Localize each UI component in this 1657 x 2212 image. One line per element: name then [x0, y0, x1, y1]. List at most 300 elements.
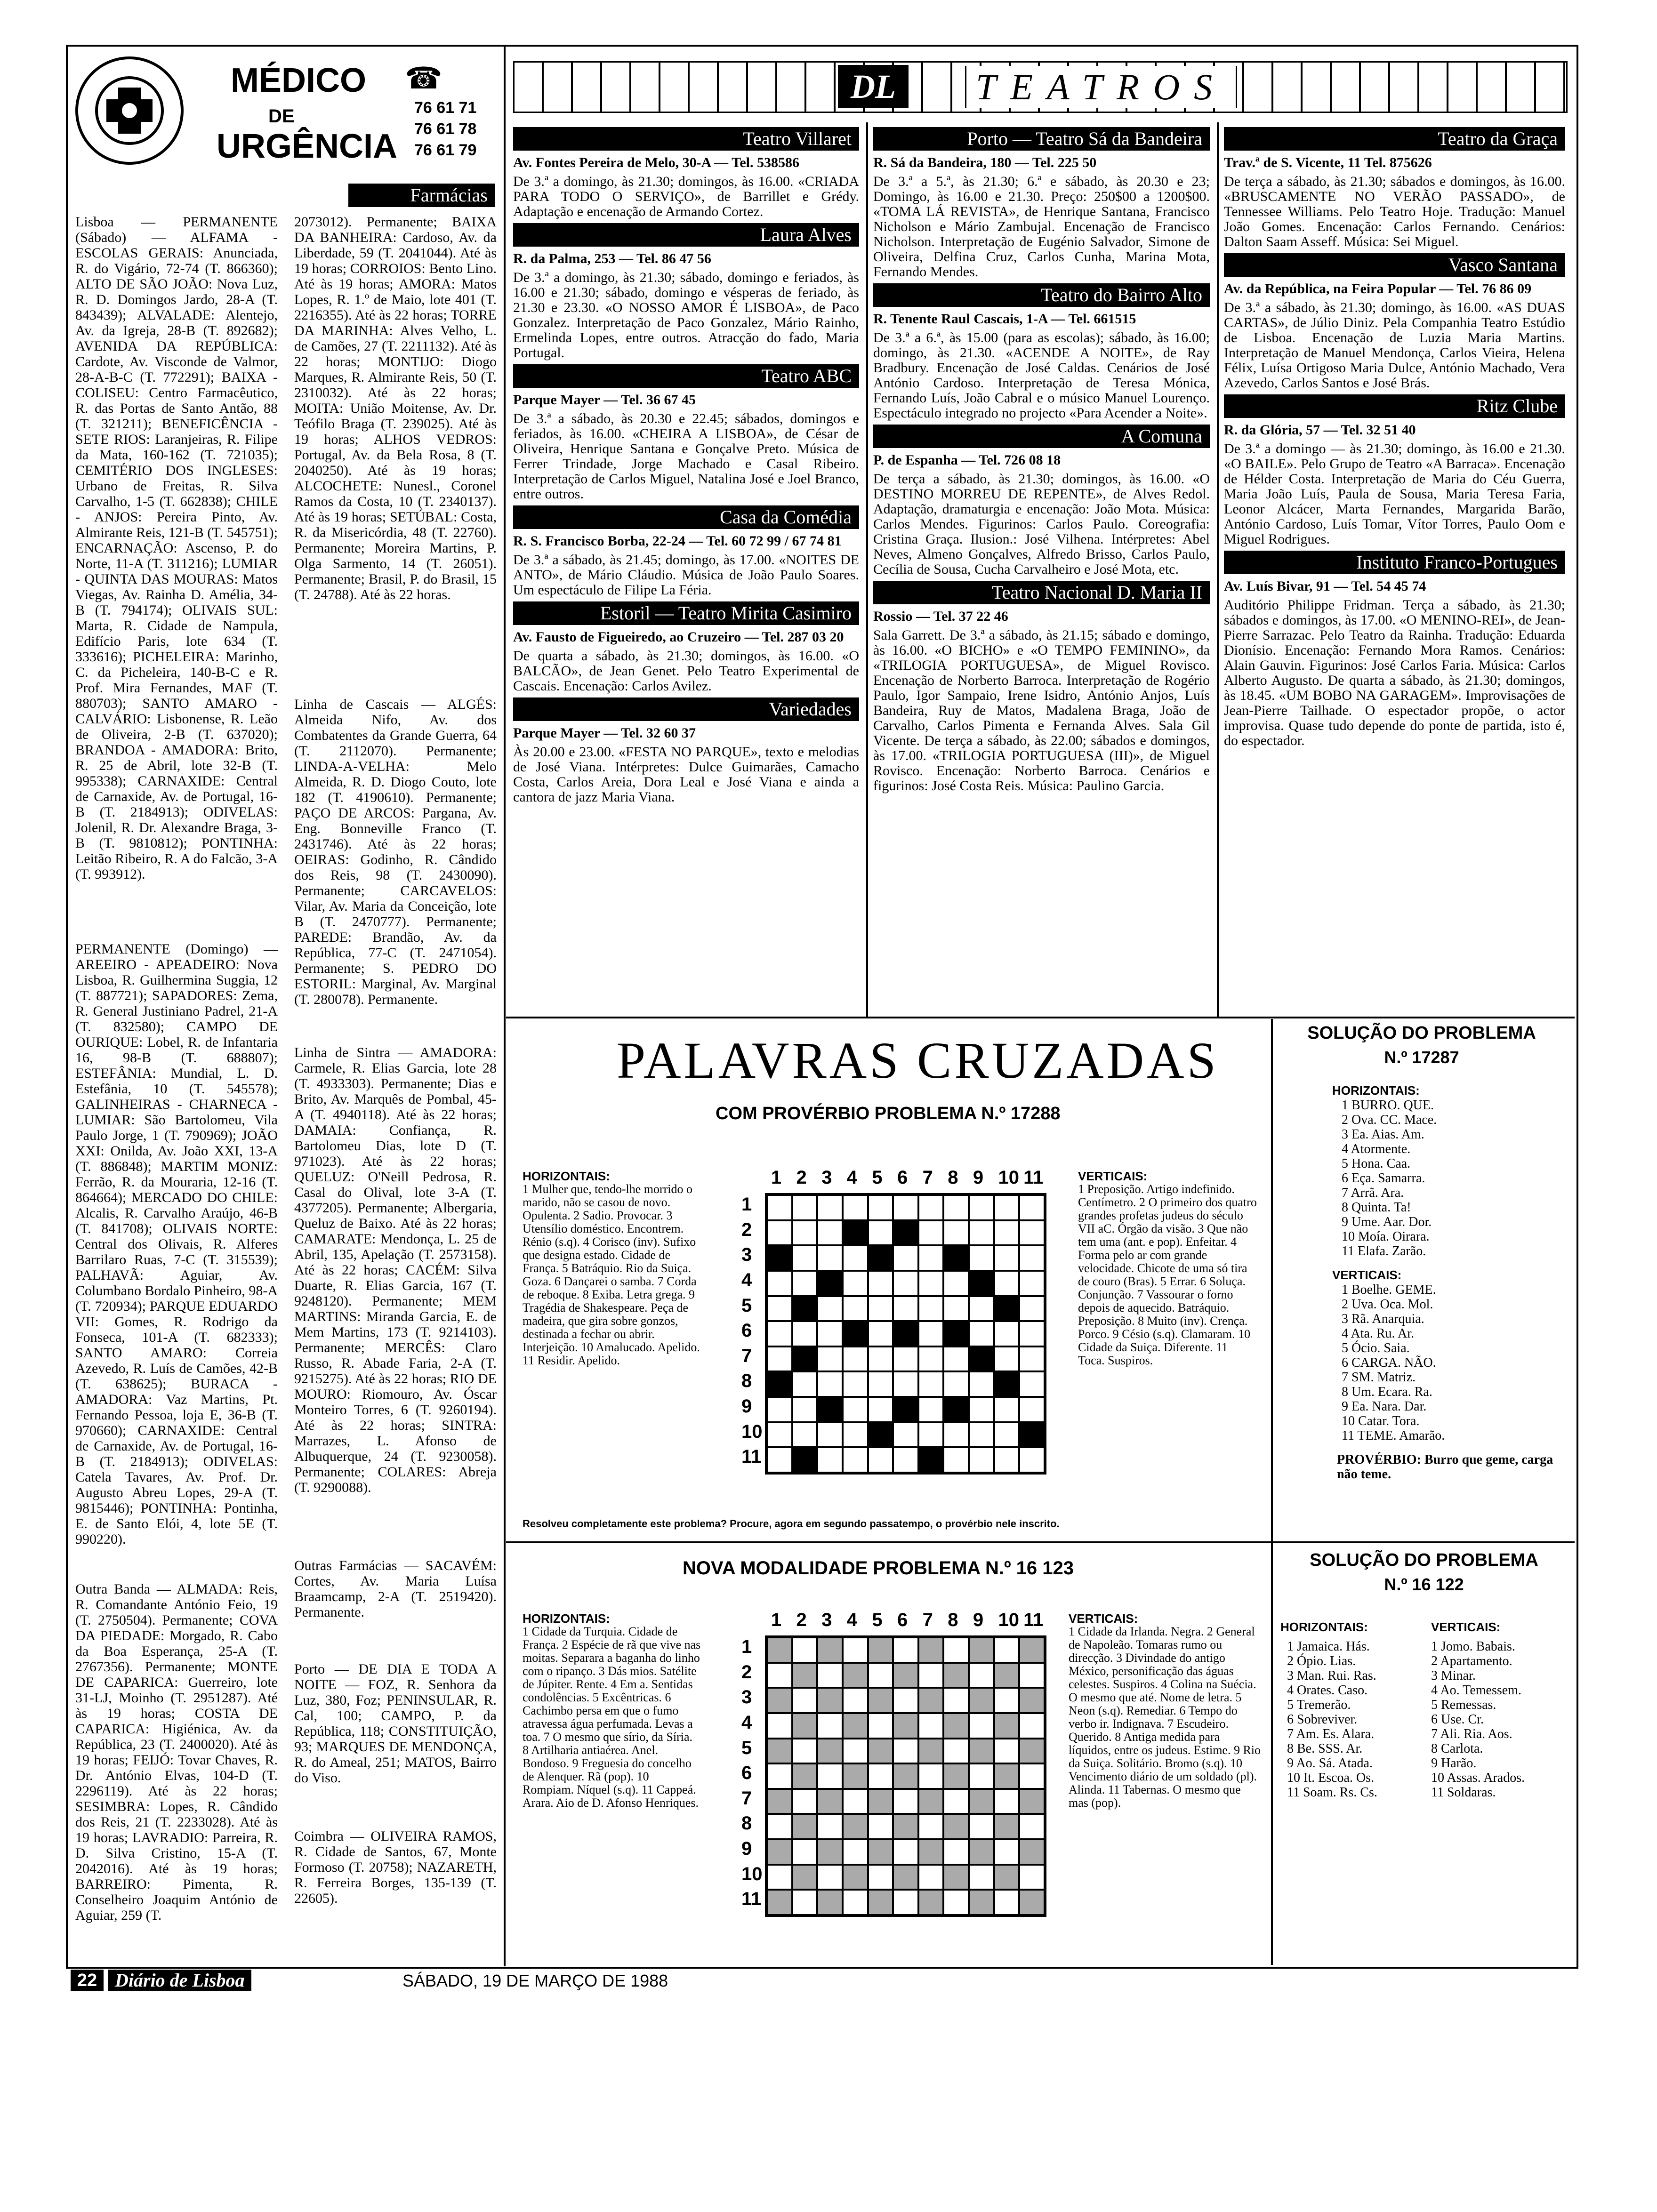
crossword-cell[interactable] — [943, 1637, 969, 1663]
crossword-cell[interactable] — [868, 1220, 893, 1246]
crossword-cell[interactable] — [969, 1739, 994, 1764]
crossword-cell[interactable] — [868, 1296, 893, 1322]
crossword-cell[interactable] — [994, 1447, 1020, 1473]
crossword-cell[interactable] — [943, 1296, 969, 1322]
crossword-cell[interactable] — [893, 1688, 918, 1713]
crossword-cell[interactable] — [893, 1245, 918, 1271]
crossword-cell[interactable] — [893, 1789, 918, 1814]
crossword-cell[interactable] — [792, 1321, 818, 1346]
crossword-cell[interactable] — [843, 1422, 868, 1448]
column-number: 6 — [897, 1167, 908, 1188]
crossword-cell[interactable] — [767, 1865, 792, 1890]
crossword-cell[interactable] — [817, 1321, 843, 1346]
crossword-cell[interactable] — [817, 1890, 843, 1915]
crossword-cell[interactable] — [893, 1346, 918, 1372]
crossword-cell[interactable] — [969, 1814, 994, 1839]
crossword-cell[interactable] — [918, 1296, 944, 1322]
crossword-cell[interactable] — [767, 1763, 792, 1789]
row-number: 11 — [741, 1446, 762, 1467]
crossword-cell[interactable] — [843, 1763, 868, 1789]
crossword-cell[interactable] — [893, 1637, 918, 1663]
crossword-cell[interactable] — [792, 1397, 818, 1422]
crossword-cell[interactable] — [994, 1839, 1020, 1865]
medico-block — [71, 52, 499, 174]
crossword-cell[interactable] — [792, 1346, 818, 1372]
solucao2-title: SOLUÇÃO DO PROBLEMA — [1310, 1550, 1538, 1570]
crossword-cell[interactable] — [943, 1371, 969, 1397]
solution-line: 9 Ume. Aar. Dor. — [1342, 1215, 1432, 1229]
crossword-cell[interactable] — [843, 1397, 868, 1422]
phone-icon: ☎ — [405, 62, 442, 95]
crossword-cell[interactable] — [893, 1663, 918, 1688]
crossword-cell[interactable] — [843, 1890, 868, 1915]
crossword-cell[interactable] — [767, 1789, 792, 1814]
crossword-cell[interactable] — [969, 1296, 994, 1322]
crossword-cell[interactable] — [893, 1371, 918, 1397]
crossword-cell[interactable] — [868, 1865, 893, 1890]
theatre-address: Av. Fontes Pereira de Melo, 30-A — Tel. 538586 — [513, 155, 799, 170]
solution-line: 1 Jomo. Babais. — [1431, 1639, 1515, 1654]
crossword-cell[interactable] — [918, 1637, 944, 1663]
crossword-cell[interactable] — [969, 1321, 994, 1346]
crossword-cell[interactable] — [893, 1814, 918, 1839]
crossword-cell[interactable] — [893, 1195, 918, 1220]
solution-line: 3 Rã. Anarquia. — [1342, 1312, 1424, 1326]
crossword-cell[interactable] — [918, 1688, 944, 1713]
crossword-cell[interactable] — [843, 1195, 868, 1220]
crossword-cell[interactable] — [893, 1763, 918, 1789]
crossword-cell[interactable] — [969, 1346, 994, 1372]
crossword-cell[interactable] — [893, 1713, 918, 1739]
crossword-cell[interactable] — [792, 1839, 818, 1865]
solution-line: 5 Ócio. Saia. — [1342, 1341, 1410, 1355]
crossword-cell[interactable] — [1019, 1422, 1045, 1448]
crossword-cell[interactable] — [994, 1321, 1020, 1346]
crossword-cell[interactable] — [792, 1245, 818, 1271]
solucao1-number: N.º 17287 — [1384, 1048, 1459, 1067]
crossword-cell[interactable] — [868, 1422, 893, 1448]
crossword-cell[interactable] — [843, 1789, 868, 1814]
crossword-cell[interactable] — [943, 1890, 969, 1915]
crossword-cell[interactable] — [767, 1890, 792, 1915]
crossword-cell[interactable] — [843, 1271, 868, 1296]
crossword-cell[interactable] — [817, 1663, 843, 1688]
crossword-cell[interactable] — [792, 1447, 818, 1473]
crossword-cell[interactable] — [868, 1814, 893, 1839]
crossword-cell[interactable] — [943, 1865, 969, 1890]
solution-line: 8 Quinta. Ta! — [1342, 1200, 1411, 1215]
crossword-cell[interactable] — [792, 1865, 818, 1890]
crossword-cell[interactable] — [893, 1422, 918, 1448]
crossword-cell[interactable] — [918, 1739, 944, 1764]
crossword2-grid[interactable] — [765, 1635, 1046, 1917]
crossword-cell[interactable] — [943, 1397, 969, 1422]
crossword-cell[interactable] — [767, 1814, 792, 1839]
crossword-cell[interactable] — [1019, 1195, 1045, 1220]
crossword-cell[interactable] — [893, 1296, 918, 1322]
row-number: 7 — [741, 1787, 752, 1809]
row-number: 3 — [741, 1687, 752, 1708]
crossword-cell[interactable] — [918, 1814, 944, 1839]
crossword-cell[interactable] — [1019, 1739, 1045, 1764]
crossword-cell[interactable] — [918, 1713, 944, 1739]
crossword-cell[interactable] — [868, 1245, 893, 1271]
crossword-cell[interactable] — [817, 1814, 843, 1839]
crossword-cell[interactable] — [969, 1637, 994, 1663]
crossword-cell[interactable] — [843, 1713, 868, 1739]
crossword-cell[interactable] — [868, 1346, 893, 1372]
crossword-cell[interactable] — [1019, 1447, 1045, 1473]
theatre-name: Vasco Santana — [1224, 253, 1565, 277]
crossword-cell[interactable] — [1019, 1346, 1045, 1372]
crossword-cell[interactable] — [843, 1637, 868, 1663]
crossword-cell[interactable] — [943, 1346, 969, 1372]
crossword-cell[interactable] — [918, 1422, 944, 1448]
crossword-cell[interactable] — [817, 1271, 843, 1296]
crossword-cell[interactable] — [868, 1637, 893, 1663]
crossword-cell[interactable] — [817, 1739, 843, 1764]
crossword-cell[interactable] — [767, 1688, 792, 1713]
crossword-cell[interactable] — [943, 1321, 969, 1346]
crossword-cell[interactable] — [792, 1220, 818, 1246]
crossword-cell[interactable] — [767, 1663, 792, 1688]
crossword-cell[interactable] — [918, 1346, 944, 1372]
crossword-cell[interactable] — [767, 1346, 792, 1372]
crossword-cell[interactable] — [1019, 1688, 1045, 1713]
crossword-cell[interactable] — [994, 1245, 1020, 1271]
crossword-cell[interactable] — [994, 1220, 1020, 1246]
crossword-cell[interactable] — [843, 1447, 868, 1473]
crossword-cell[interactable] — [994, 1865, 1020, 1890]
crossword-cell[interactable] — [918, 1789, 944, 1814]
theatre-description: Sala Garrett. De 3.ª a sábado, às 21.15; sábado e domingo, às 16.00. «O BICHO» e «O TEMPO FEMININO», da «TRILOGIA PORTUGUESA», de Miguel Rovisco. Encenação de Norberto Barroca. Interpretação de Rogério Paulo, Igor Sampaio, Irene Isidro, António Anjos, Luís Bandeira, Ruy de Matos, Madalena Braga, João de Carvalho, Carlos Pimenta e Fernanda Alves. Sala Gil Vicente. De terça a sábado, às 22.00; sábados e domingos, às 17.00. «TRILOGIA PORTUGUESA (III)», de Miguel Rovisco. Encenação: Norberto Barroca. Cenários e figurinos: José Costa Reis. Música: Paulino Garcia. — [873, 627, 1210, 793]
crossword-cell[interactable] — [994, 1763, 1020, 1789]
solution-line: 2 Ova. CC. Mace. — [1342, 1113, 1437, 1127]
crossword-cell[interactable] — [994, 1688, 1020, 1713]
crossword-cell[interactable] — [994, 1296, 1020, 1322]
row-number: 10 — [741, 1863, 763, 1884]
crossword-cell[interactable] — [994, 1195, 1020, 1220]
crossword-cell[interactable] — [943, 1739, 969, 1764]
crossword-cell[interactable] — [817, 1220, 843, 1246]
crossword-cell[interactable] — [918, 1663, 944, 1688]
crossword-cell[interactable] — [994, 1713, 1020, 1739]
crossword-cell[interactable] — [918, 1195, 944, 1220]
crossword-cell[interactable] — [969, 1397, 994, 1422]
crossword-cell[interactable] — [969, 1371, 994, 1397]
crossword-cell[interactable] — [868, 1371, 893, 1397]
crossword-cell[interactable] — [767, 1220, 792, 1246]
crossword-cell[interactable] — [918, 1447, 944, 1473]
crossword-cell[interactable] — [994, 1271, 1020, 1296]
crossword-cell[interactable] — [843, 1688, 868, 1713]
crossword-cell[interactable] — [969, 1422, 994, 1448]
crossword-cell[interactable] — [943, 1839, 969, 1865]
crossword-cell[interactable] — [994, 1397, 1020, 1422]
crossword-cell[interactable] — [918, 1321, 944, 1346]
crossword-cell[interactable] — [994, 1637, 1020, 1663]
crossword-cell[interactable] — [969, 1245, 994, 1271]
solution-line: 3 Man. Rui. Ras. — [1287, 1668, 1376, 1683]
crossword-cell[interactable] — [943, 1713, 969, 1739]
crossword-cell[interactable] — [918, 1245, 944, 1271]
crossword-cell[interactable] — [817, 1839, 843, 1865]
crossword-cell[interactable] — [767, 1637, 792, 1663]
crossword-cell[interactable] — [969, 1839, 994, 1865]
crossword-cell[interactable] — [1019, 1763, 1045, 1789]
crossword-cell[interactable] — [767, 1713, 792, 1739]
crossword-cell[interactable] — [1019, 1220, 1045, 1246]
row-number: 7 — [741, 1345, 752, 1366]
crossword-cell[interactable] — [943, 1814, 969, 1839]
solution-line: 11 Elafa. Zarão. — [1342, 1244, 1426, 1258]
crossword-cell[interactable] — [767, 1839, 792, 1865]
crossword-cell[interactable] — [767, 1371, 792, 1397]
crossword-cell[interactable] — [767, 1296, 792, 1322]
solution-line: 10 Catar. Tora. — [1342, 1414, 1420, 1428]
crossword-cell[interactable] — [969, 1688, 994, 1713]
crossword-cell[interactable] — [843, 1814, 868, 1839]
crossword-cell[interactable] — [868, 1321, 893, 1346]
crossword-cell[interactable] — [843, 1663, 868, 1688]
crossword-cell[interactable] — [943, 1663, 969, 1688]
crossword-cell[interactable] — [969, 1865, 994, 1890]
crossword-cell[interactable] — [792, 1713, 818, 1739]
crossword-cell[interactable] — [843, 1346, 868, 1372]
crossword-cell[interactable] — [792, 1195, 818, 1220]
column-number: 9 — [973, 1610, 984, 1630]
crossword-cell[interactable] — [868, 1447, 893, 1473]
crossword-cell[interactable] — [943, 1688, 969, 1713]
crossword-cell[interactable] — [893, 1739, 918, 1764]
crossword-cell[interactable] — [893, 1839, 918, 1865]
crossword-cell[interactable] — [918, 1890, 944, 1915]
theatre-address: R. da Glória, 57 — Tel. 32 51 40 — [1224, 422, 1416, 438]
crossword-cell[interactable] — [843, 1739, 868, 1764]
crossword-cell[interactable] — [767, 1422, 792, 1448]
crossword-cell[interactable] — [969, 1763, 994, 1789]
crossword-cell[interactable] — [868, 1713, 893, 1739]
crossword-cell[interactable] — [1019, 1839, 1045, 1865]
theatre-name: Estoril — Teatro Mirita Casimiro — [513, 601, 859, 625]
crossword-top-rule — [506, 1017, 1575, 1018]
crossword-cell[interactable] — [868, 1839, 893, 1865]
crossword-cell[interactable] — [817, 1713, 843, 1739]
theatre-description: Auditório Philippe Fridman. Terça a sábado, às 21.30; sábados e domingos, às 17.00. «O MENINO-REI», de Jean-Pierre Sarrazac. Pelo Teatro da Rainha. Tradução: Eduarda Dionísio. Encenação: Fernando Mora Ramos. Cenários: Alain Gauvin. Figurinos: José Carlos Faria. Música: Carlos Alberto Augusto. De quarta a sábado, às 21.30; domingos, às 18.45. «UM BOBO NA GARAGEM». Improvisações de Jean-Pierre Tailhade. O espectador propõe, o actor improvisa. Quase tudo depende do ponte de partida, isto é, do espectador. — [1224, 597, 1565, 748]
crossword-cell[interactable] — [1019, 1814, 1045, 1839]
crossword-cell[interactable] — [792, 1637, 818, 1663]
crossword-cell[interactable] — [868, 1739, 893, 1764]
crossword-cell[interactable] — [1019, 1890, 1045, 1915]
crossword-cell[interactable] — [918, 1397, 944, 1422]
crossword-cell[interactable] — [893, 1447, 918, 1473]
crossword-cell[interactable] — [969, 1890, 994, 1915]
crossword-cell[interactable] — [767, 1195, 792, 1220]
crossword-cell[interactable] — [817, 1296, 843, 1322]
crossword-cell[interactable] — [767, 1271, 792, 1296]
crossword-cell[interactable] — [868, 1195, 893, 1220]
crossword-cell[interactable] — [1019, 1296, 1045, 1322]
crossword-cell[interactable] — [767, 1739, 792, 1764]
crossword-cell[interactable] — [767, 1447, 792, 1473]
crossword2-vert-text: 1 Cidade da Irlanda. Negra. 2 General de Napoleão. Tomaras rumo ou direcção. 3 Divindade do antigo México, personificação das águas celestes. Suspiros. 4 Colina na Suécia. O mesmo que até. Nome de letra. 5 Neon (s.q). Remediar. 6 Tempo do verbo ir. Indignava. 7 Escudeiro. Querido. 8 Antiga medida para líquidos, entre os judeus. Estime. 9 Rio da Suiça. Solitário. Bromo (s.q). 10 Vencimento diário de um soldado (pl). Alinda. 11 Tabernas. O mesmo que mas (pop). — [1069, 1625, 1261, 1810]
crossword-cell[interactable] — [817, 1195, 843, 1220]
crossword-cell[interactable] — [943, 1789, 969, 1814]
theatre-divider-1 — [866, 122, 868, 1017]
crossword-cell[interactable] — [843, 1296, 868, 1322]
col3-entry — [1224, 127, 1565, 249]
column-number: 5 — [872, 1610, 883, 1630]
crossword-cell[interactable] — [969, 1220, 994, 1246]
crossword-cell[interactable] — [943, 1422, 969, 1448]
crossword-cell[interactable] — [817, 1637, 843, 1663]
crossword-cell[interactable] — [817, 1865, 843, 1890]
crossword-cell[interactable] — [1019, 1637, 1045, 1663]
crossword1-grid[interactable] — [765, 1193, 1046, 1475]
crossword-cell[interactable] — [868, 1663, 893, 1688]
theatre-name: Ritz Clube — [1224, 394, 1565, 418]
crossword-cell[interactable] — [843, 1321, 868, 1346]
crossword-cell[interactable] — [1019, 1713, 1045, 1739]
crossword-cell[interactable] — [893, 1321, 918, 1346]
crossword-cell[interactable] — [918, 1865, 944, 1890]
crossword-cell[interactable] — [792, 1422, 818, 1448]
crossword-cell[interactable] — [994, 1371, 1020, 1397]
crossword-cell[interactable] — [994, 1739, 1020, 1764]
crossword-cell[interactable] — [868, 1397, 893, 1422]
crossword-cell[interactable] — [817, 1422, 843, 1448]
crossword-cell[interactable] — [1019, 1397, 1045, 1422]
crossword-cell[interactable] — [792, 1271, 818, 1296]
crossword-cell[interactable] — [943, 1195, 969, 1220]
crossword-cell[interactable] — [969, 1663, 994, 1688]
crossword-cell[interactable] — [817, 1447, 843, 1473]
crossword-cell[interactable] — [943, 1763, 969, 1789]
row-number: 4 — [741, 1712, 752, 1733]
crossword-cell[interactable] — [868, 1789, 893, 1814]
crossword-cell[interactable] — [767, 1397, 792, 1422]
farmacias-porto: Porto — DE DIA E TODA A NOITE — FOZ, R. Senhora da Luz, 380, Foz; PENINSULAR, R. Cal, 100; CAMPO, P. da República, 118; CONSTITUIÇÃO, 93; MARQUES DE MENDONÇA, R. do Ameal, 251; MATOS, Bairro do Viso. — [294, 1661, 497, 1786]
clinic-logo — [75, 56, 184, 165]
solucao1-proverb: PROVÉRBIO: Burro que geme, carga não teme. — [1337, 1452, 1553, 1482]
crossword-cell[interactable] — [792, 1814, 818, 1839]
crossword-cell[interactable] — [1019, 1371, 1045, 1397]
crossword-cell[interactable] — [843, 1371, 868, 1397]
solution-line: 7 SM. Matriz. — [1342, 1370, 1416, 1385]
crossword-cell[interactable] — [893, 1220, 918, 1246]
crossword-cell[interactable] — [969, 1271, 994, 1296]
crossword-cell[interactable] — [792, 1789, 818, 1814]
crossword-cell[interactable] — [969, 1447, 994, 1473]
column-number: 3 — [821, 1167, 832, 1188]
crossword-cell[interactable] — [817, 1245, 843, 1271]
column-number: 7 — [922, 1610, 933, 1630]
crossword-cell[interactable] — [843, 1865, 868, 1890]
crossword-cell[interactable] — [817, 1371, 843, 1397]
crossword-cell[interactable] — [817, 1789, 843, 1814]
crossword-cell[interactable] — [943, 1271, 969, 1296]
crossword-cell[interactable] — [817, 1397, 843, 1422]
crossword-cell[interactable] — [994, 1346, 1020, 1372]
solution-line: 6 Eça. Samarra. — [1342, 1171, 1425, 1186]
solution-line: 8 Be. SSS. Ar. — [1287, 1741, 1363, 1756]
crossword-cell[interactable] — [1019, 1321, 1045, 1346]
solucao1-vert-head: VERTICAIS: — [1332, 1268, 1402, 1282]
crossword-cell[interactable] — [792, 1739, 818, 1764]
crossword-cell[interactable] — [893, 1271, 918, 1296]
crossword-cell[interactable] — [994, 1663, 1020, 1688]
crossword-cell[interactable] — [843, 1245, 868, 1271]
crossword-cell[interactable] — [767, 1321, 792, 1346]
crossword-cell[interactable] — [994, 1422, 1020, 1448]
crossword-cell[interactable] — [893, 1890, 918, 1915]
crossword-cell[interactable] — [792, 1371, 818, 1397]
crossword-cell[interactable] — [792, 1763, 818, 1789]
farmacias-outras: Outras Farmácias — SACAVÉM: Cortes, Av. Maria Luísa Braamcamp, 2-A (T. 2519420). Permanente. — [294, 1558, 497, 1620]
crossword-cell[interactable] — [1019, 1789, 1045, 1814]
crossword-cell[interactable] — [868, 1763, 893, 1789]
crossword-cell[interactable] — [817, 1763, 843, 1789]
row-number: 9 — [741, 1396, 752, 1417]
crossword-cell[interactable] — [792, 1296, 818, 1322]
crossword-cell[interactable] — [994, 1789, 1020, 1814]
crossword-cell[interactable] — [767, 1245, 792, 1271]
col2-entry — [873, 581, 1210, 793]
crossword-cell[interactable] — [918, 1839, 944, 1865]
crossword-cell[interactable] — [868, 1271, 893, 1296]
crossword-cell[interactable] — [843, 1220, 868, 1246]
crossword-cell[interactable] — [969, 1789, 994, 1814]
crossword-cell[interactable] — [943, 1245, 969, 1271]
theatre-name: Casa da Comédia — [513, 505, 859, 529]
crossword-cell[interactable] — [918, 1271, 944, 1296]
crossword-cell[interactable] — [918, 1220, 944, 1246]
crossword-cell[interactable] — [1019, 1245, 1045, 1271]
crossword-cell[interactable] — [868, 1688, 893, 1713]
solution-line: 10 Moía. Oirara. — [1342, 1229, 1430, 1244]
crossword-cell[interactable] — [843, 1839, 868, 1865]
farmacias-lisboa-sabado: Lisboa — PERMANENTE (Sábado) — ALFAMA - ESCOLAS GERAIS: Anunciada, R. do Vigário, 72-74 (T. 866360); ALTO DE SÃO JOÃO: Nova Luz, R. D. Domingos Jardo, 28-A (T. 843439); ALVALADE: Alentejo, Av. da Igreja, 28-B (T. 892682); AVENIDA DA REPÚBLICA: Cardote, Av. Visconde de Valmor, 28-A-B-C (T. 772291); BAIXA - COLISEU: Centro Farmacêutico, R. das Portas de Santo Antão, 88 (T. 321211); BENEFICÊNCIA - SETE RIOS: Laranjeiras, R. Filipe da Mata, 160-162 (T. 721035); CEMITÉRIO DOS INGLESES: Urbano de Freitas, R. Silva Carvalho, 1-5 (T. 662838); CHILE - ANJOS: Pereira Pinto, Av. Almirante Reis, 121-B (T. 545751); ENCARNAÇÃO: Ascenso, P. do Norte, 11-A (T. 311216); LUMIAR - QUINTA DAS MOURAS: Matos Viegas, Av. Rainha D. Amélia, 34-B (T. 794174); OLIVAIS SUL: Marta, R. Cidade de Nampula, Edifício Paris, lote 634 (T. 333616); PICHELEIRA: Marinho, C. da Picheleira, 140-B-C e R. Prof. Mira Fernandes, MAF (T. 880703); SANTO AMARO - CALVÁRIO: Lisbonense, R. Leão de Oliveira, 2-B (T. 637020); BRANDOA - AMADORA: Brito, R. 25 de Abril, lote 32-B (T. 995338); CARNAXIDE: Central de Carnaxide, Av. de Portugal, 16-B (T. 2184913); ODIVELAS: Jolenil, R. Dr. Alexandre Braga, 3-B (T. 9810812); PONTINHA: Leitão Ribeiro, R. A do Falcão, 3-A (T. 993912). — [75, 214, 278, 882]
crossword-cell[interactable] — [893, 1865, 918, 1890]
crossword-cell[interactable] — [994, 1890, 1020, 1915]
crossword-cell[interactable] — [1019, 1865, 1045, 1890]
crossword-cell[interactable] — [792, 1890, 818, 1915]
column-number: 2 — [796, 1167, 807, 1188]
crossword2-horiz-text: 1 Cidade da Turquia. Cidade de França. 2 Espécie de rã que vive nas moitas. Separara a baganha do linho com o ripanço. 3 Dás mios. Satélite de Júpiter. Rente. 4 Em a. Sentidas condolências. 5 Excêntricas. 6 Cachimbo persa em que o fumo atravessa água perfumada. Levas a toa. 7 O mesmo que sírio, da Síria. 8 Artilharia antiaérea. Anel. Bondoso. 9 Freguesia do concelho de Alenquer. Rã (pop). 10 Rompiam. Níquel (s.q). 11 Cappeá. Arara. Aio de D. Afonso Henriques. — [523, 1625, 701, 1810]
crossword-cell[interactable] — [969, 1713, 994, 1739]
crossword-cell[interactable] — [918, 1763, 944, 1789]
solution-line: 1 Jamaica. Hás. — [1287, 1639, 1370, 1654]
crossword-cell[interactable] — [994, 1814, 1020, 1839]
theatre-description: De 3.ª a 6.ª, às 15.00 (para as escolas); sábado, às 16.00; domingo, às 21.30. «ACENDE A NOITE», de Ray Bradbury. Encenação de José Caldas. Cenários de José António Cardoso. Interpretação de Teresa Mónica, Fernando Luís, João Cabral e o músico Manuel Lourenço. Espectáculo integrado no projecto «Para Acender a Noite». — [873, 330, 1210, 421]
solution-line: 4 Ata. Ru. Ar. — [1342, 1326, 1415, 1341]
crossword-cell[interactable] — [918, 1371, 944, 1397]
crossword-cell[interactable] — [868, 1890, 893, 1915]
crossword-cell[interactable] — [969, 1195, 994, 1220]
crossword-cell[interactable] — [943, 1220, 969, 1246]
crossword-cell[interactable] — [1019, 1663, 1045, 1688]
solution-line: 6 Use. Cr. — [1431, 1712, 1484, 1727]
column-number: 4 — [846, 1610, 857, 1630]
crossword-cell[interactable] — [792, 1688, 818, 1713]
crossword-cell[interactable] — [792, 1663, 818, 1688]
crossword-cell[interactable] — [943, 1447, 969, 1473]
crossword-cell[interactable] — [817, 1346, 843, 1372]
crossword-cell[interactable] — [893, 1397, 918, 1422]
crossword-cell[interactable] — [1019, 1271, 1045, 1296]
crossword-cell[interactable] — [817, 1688, 843, 1713]
col2-entry — [873, 283, 1210, 421]
